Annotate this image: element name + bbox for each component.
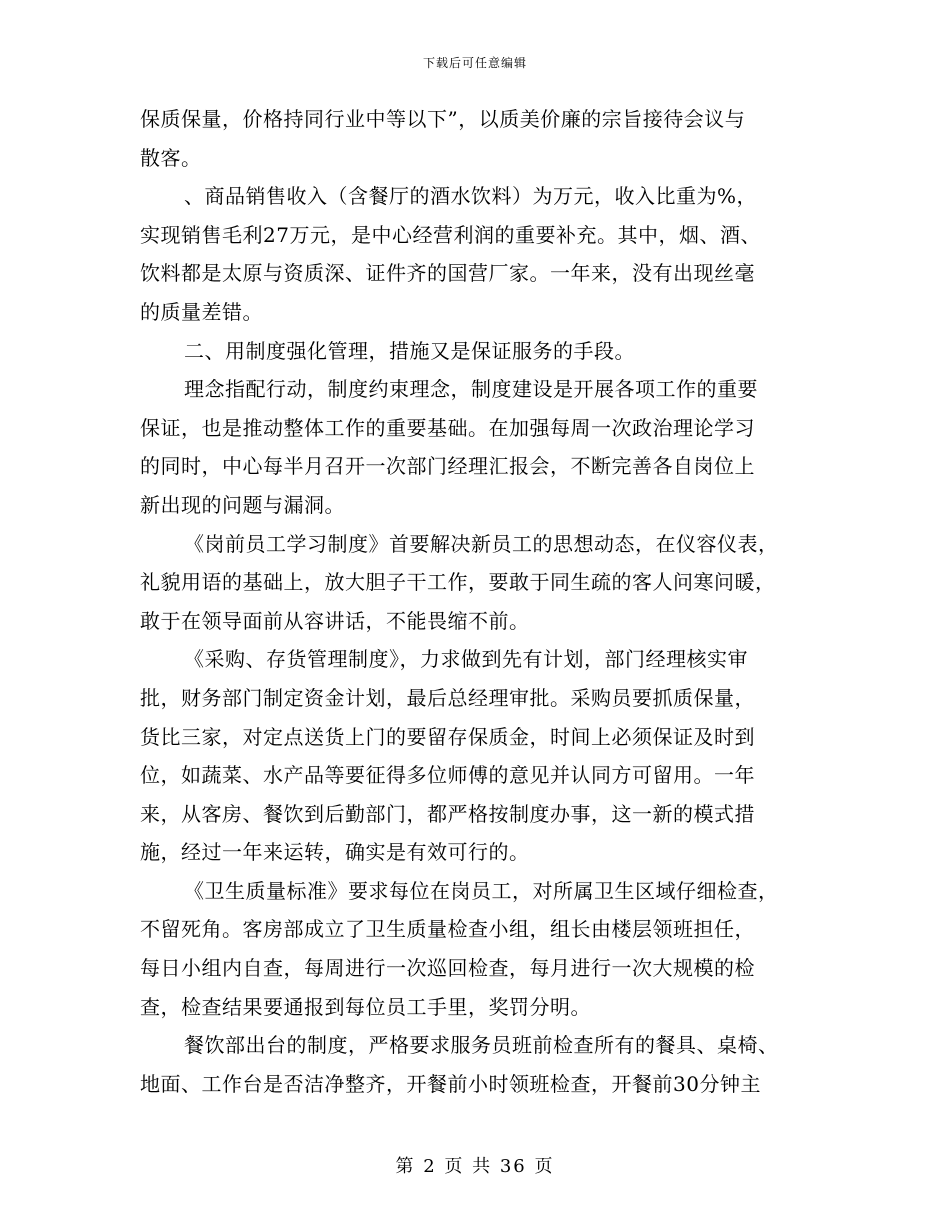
text-line: 《卫生质量标准》要求每位在岗员工，对所属卫生区域仔细检查，: [184, 878, 779, 903]
text-line: 保证，也是推动整体工作的重要基础。在加强每周一次政治理论学习: [140, 415, 755, 440]
text-line: 散客。: [140, 145, 202, 170]
text-line: 《岗前员工学习制度》首要解决新员工的思想动态，在仪容仪表，: [184, 531, 779, 556]
text-line: 的同时，中心每半月召开一次部门经理汇报会，不断完善各自岗位上: [140, 454, 755, 479]
text-line: 位，如蔬菜、水产品等要征得多位师傅的意见并认同方可留用。一年: [140, 763, 755, 788]
text-line: 批，财务部门制定资金计划，最后总经理审批。采购员要抓质保量，: [140, 685, 755, 710]
text-line: 餐饮部出台的制度，严格要求服务员班前检查所有的餐具、桌椅、: [184, 1033, 779, 1058]
text-line: 理念指配行动，制度约束理念，制度建设是开展各项工作的重要: [184, 377, 758, 402]
text-line: 的质量差错。: [140, 299, 263, 324]
document-body: [140, 100, 812, 1103]
text-line: 实现销售毛利27万元，是中心经营利润的重要补充。其中，烟、酒、: [140, 222, 761, 247]
page-number: 第 2 页 共 36 页: [395, 1156, 555, 1177]
text-line: 货比三家，对定点送货上门的要留存保质金，时间上必须保证及时到: [140, 724, 755, 749]
text-line: 来，从客房、餐饮到后勤部门，都严格按制度办事，这一新的模式措: [140, 801, 755, 826]
page-header-note: 下载后可任意编辑: [422, 56, 527, 70]
text-line: 施，经过一年来运转，确实是有效可行的。: [140, 840, 530, 865]
text-line: 礼貌用语的基础上，放大胆子干工作，要敢于同生疏的客人问寒问暖，: [140, 570, 776, 595]
text-line: 饮料都是太原与资质深、证件齐的国营厂家。一年来，没有出现丝毫: [140, 261, 755, 286]
text-line: 查，检查结果要通报到每位员工手里，奖罚分明。: [140, 994, 591, 1019]
text-line: 保质保量，价格持同行业中等以下”，以质美价廉的宗旨接待会议与: [140, 107, 746, 131]
text-line: 敢于在领导面前从容讲话，不能畏缩不前。: [140, 608, 530, 633]
text-line: 不留死角。客房部成立了卫生质量检查小组，组长由楼层领班担任，: [140, 917, 755, 942]
text-line: 每日小组内自查，每周进行一次巡回检查，每月进行一次大规模的检: [140, 956, 755, 981]
text-line: 《采购、存货管理制度》，力求做到先有计划，部门经理核实审: [184, 647, 748, 672]
text-line: 、商品销售收入（含餐厅的酒水饮料）为万元，收入比重为%，: [184, 184, 758, 209]
section-heading: 二、用制度强化管理，措施又是保证服务的手段。: [184, 338, 635, 363]
text-line: 新出现的问题与漏洞。: [140, 492, 345, 517]
text-line: 地面、工作台是否洁净整齐，开餐前小时领班检查，开餐前30分钟主: [140, 1071, 761, 1096]
